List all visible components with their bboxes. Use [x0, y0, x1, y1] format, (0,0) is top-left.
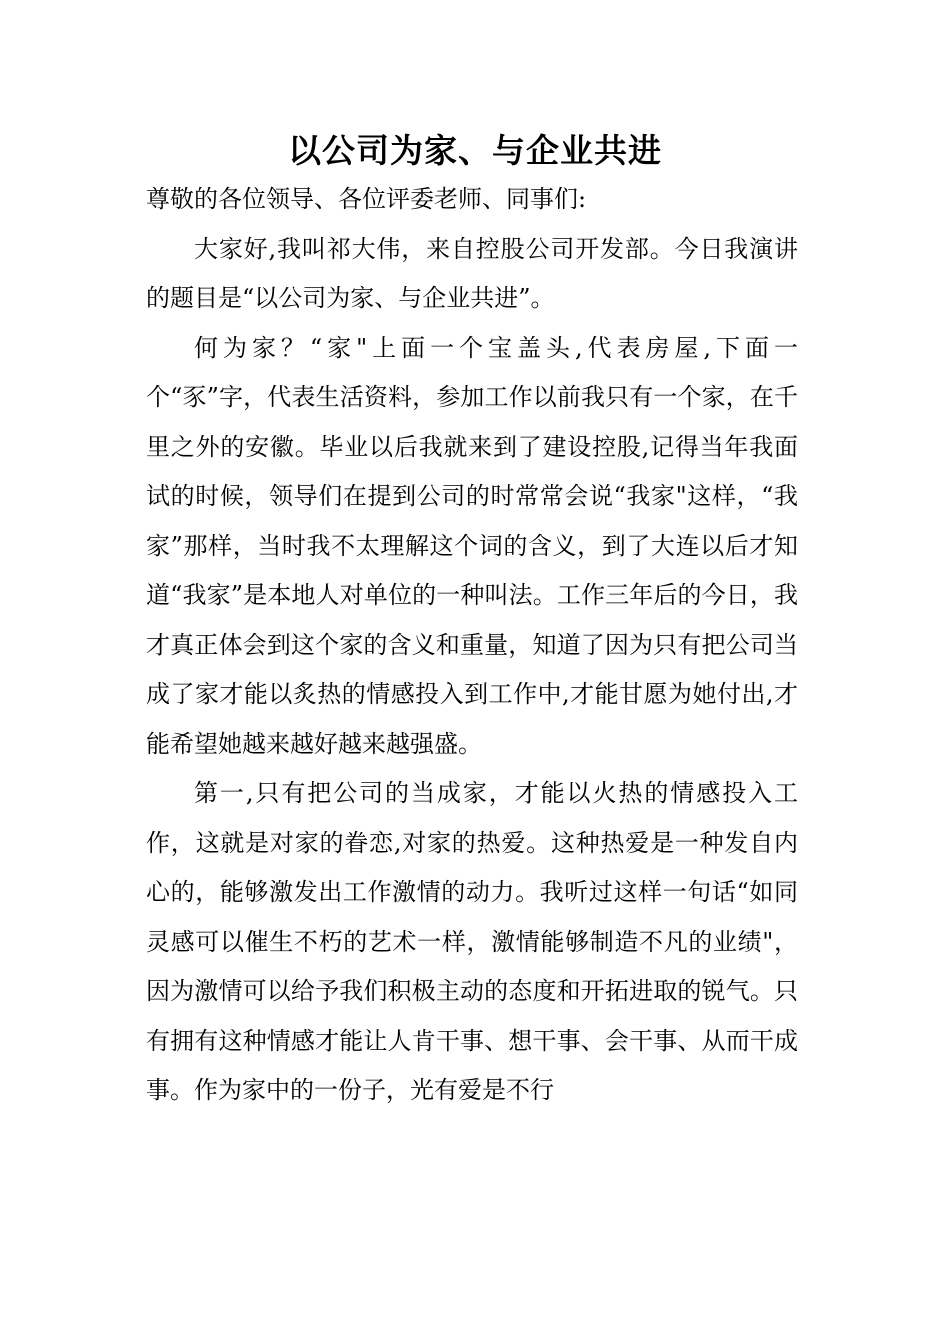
paragraph-meaning-of-home: 何为家？“家"上面一个宝盖头,代表房屋,下面一个“豕”字，代表生活资料，参加工作以前我只有一个家，在千里之外的安徽。毕业以后我就来到了建设控股,记得当年我面试的时候，领导们在提到公司的时常常会说“我家"这样，“我家”那样，当时我不太理解这个词的含义，到了大连以后才知道“我家”是本地人对单位的一种叫法。工作三年后的今日，我才真正体会到这个家的含义和重量，知道了因为只有把公司当成了家才能以炙热的情感投入到工作中,才能甘愿为她付出,才能希望她越来越好越来越强盛。 — [146, 333, 798, 758]
document-title: 以公司为家、与企业共进 — [288, 131, 662, 170]
document-body — [146, 175, 798, 1116]
paragraph-first-point: 第一,只有把公司的当成家，才能以火热的情感投入工作，这就是对家的眷恋,对家的热爱。这种热爱是一种发自内心的，能够激发出工作激情的动力。我听过这样一句话“如同灵感可以催生不朽的艺术一样，激情能够制造不凡的业绩"，因为激情可以给予我们积极主动的态度和开拓进取的锐气。只有拥有这种情感才能让人肯干事、想干事、会干事、从而干成事。作为家中的一份子，光有爱是不行 — [146, 779, 798, 1104]
paragraph-introduction: 大家好,我叫祁大伟，来自控股公司开发部。今日我演讲的题目是“以公司为家、与企业共进”。 — [146, 234, 798, 312]
salutation: 尊敬的各位领导、各位评委老师、同事们: — [146, 185, 587, 213]
